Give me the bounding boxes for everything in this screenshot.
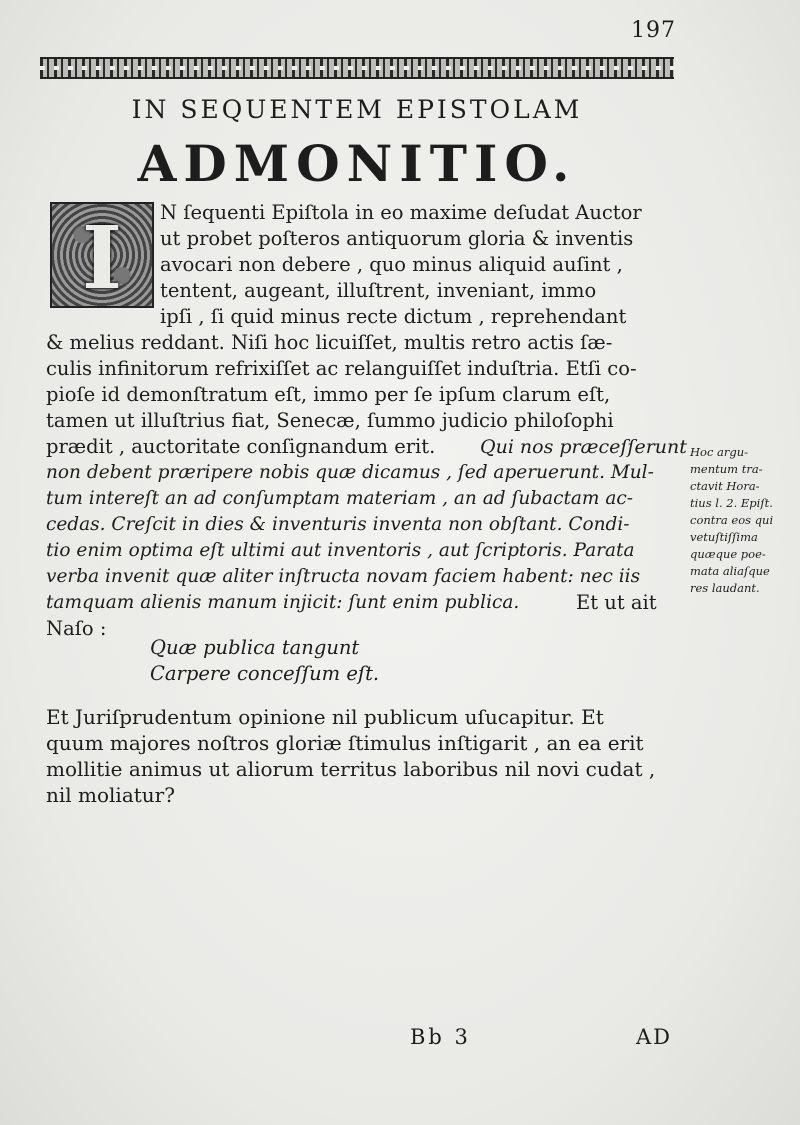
text-line: avocari non debere , quo minus aliquid auſint , [160,253,623,276]
decorative-headpiece [40,57,674,79]
text-line: Naſo : [46,617,107,640]
text-line: tamen ut illuſtrius fiat, Senecæ, ſummo judicio philoſophi [46,409,614,432]
drop-cap-letter: I [81,208,123,309]
quote-line: tio enim optima eſt ultimi aut inventoris , aut ſcriptoris. Parata [46,540,635,561]
text-line: tentent, augeant, illuſtrent, inveniant, immo [160,279,597,302]
quote-line: verba invenit quæ aliter inſtructa novam faciem habent: nec iis [46,566,641,587]
margin-note-line: contra eos qui [690,513,774,527]
margin-note-line: vetuſtiſſima [690,530,758,544]
quote-line: tamquam alienis manum injicit: ſunt enim publica. [46,592,520,613]
page-title: ADMONITIO. [137,134,577,193]
text-line: Et ut ait [576,591,657,614]
margin-note-line: Hoc argu- [690,445,749,459]
text-line: prædit , auctoritate conſignandum erit. [46,435,436,458]
margin-note-line: tius l. 2. Epiſt. [690,496,773,510]
quote-line: tum intereſt an ad conſumptam materiam , an ad ſubactam ac- [46,488,633,509]
text-line: N ſequenti Epiſtola in eo maxime deſudat Auctor [160,201,642,224]
text-line: pioſe id demonſtratum eſt, immo per ſe ipſum clarum eſt, [46,383,611,406]
text-line: Et Juriſprudentum opinione nil publicum uſucapitur. Et [46,705,604,729]
catchword: AD [636,1025,673,1049]
verse-line: Quæ publica tangunt [150,636,360,659]
page-number: 197 [631,18,676,43]
text-line: mollitie animus ut aliorum territus laboribus nil novi cudat , [46,757,656,781]
text-line: quum majores noſtros gloriæ ſtimulus inſtigarit , an ea erit [46,731,644,755]
text-line: nil moliatur? [46,783,175,807]
margin-note-line: res laudant. [690,581,760,595]
margin-note-line: ctavit Hora- [690,479,760,493]
quote-line: cedas. Creſcit in dies & inventuris inventa non obſtant. Condi- [46,514,630,535]
marginal-note [690,444,790,597]
text-line: ut probet poſteros antiquorum gloria & inventis [160,227,634,250]
ornamental-initial [50,202,154,308]
verse-line: Carpere conceſſum eſt. [150,662,380,685]
text-line: & melius reddant. Niſi hoc licuiſſet, multis retro actis ſæ- [46,331,613,354]
heading-line-1: IN SEQUENTEM EPISTOLAM [131,95,583,124]
text-line: ipſi , ſi quid minus recte dictum , reprehendant [160,305,627,328]
signature-mark: Bb 3 [410,1025,471,1049]
margin-note-line: mentum tra- [690,462,763,476]
text-line: culis infinitorum refrixiſſet ac relanguiſſet induſtria. Etſi co- [46,357,637,380]
margin-note-line: mata aliaſque [690,564,770,578]
quote-line: non debent præripere nobis quæ dicamus , ſed aperuerunt. Mul- [46,462,654,483]
quote-start: Qui nos præceſſerunt [480,436,687,458]
margin-note-line: quæque poe- [690,547,766,561]
